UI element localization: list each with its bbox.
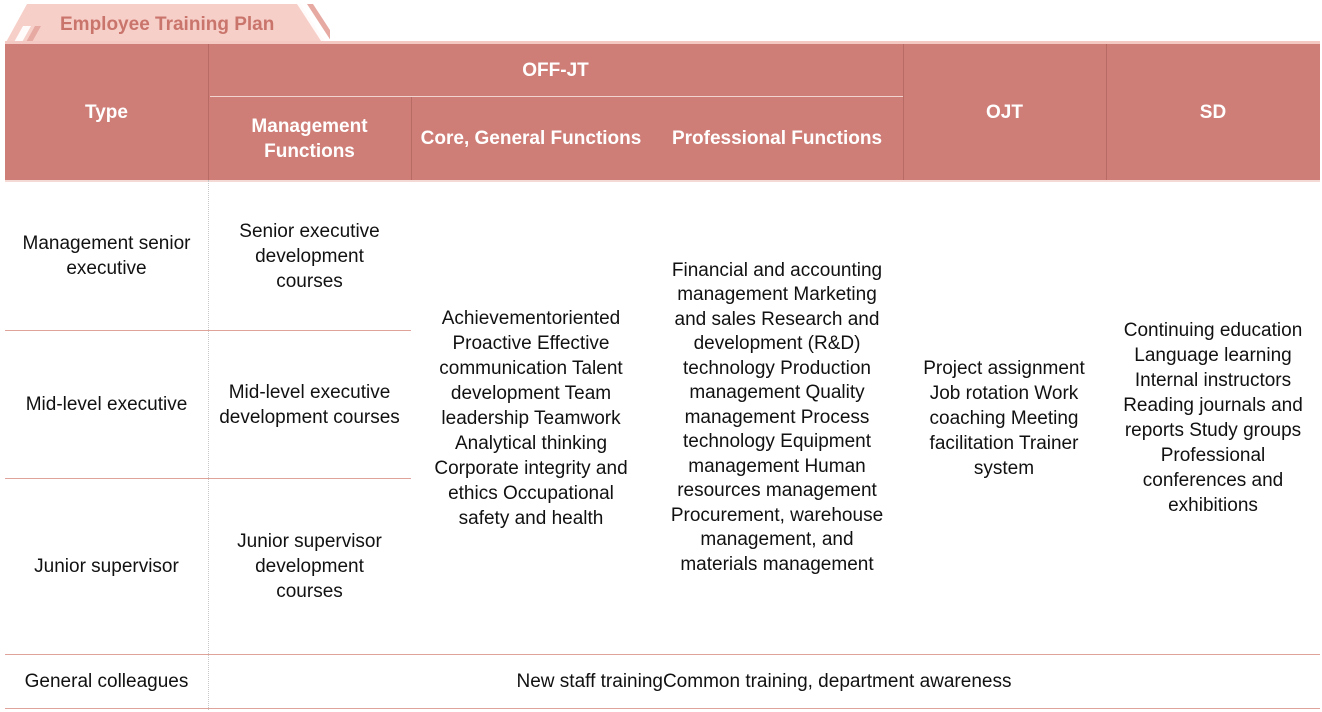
- page-title: Employee Training Plan: [60, 14, 275, 35]
- type-mid: Mid-level executive: [25, 394, 188, 415]
- header-management-functions: Management Functions: [251, 115, 368, 162]
- type-senior: Management senior executive: [22, 233, 191, 279]
- header-type: Type: [85, 101, 128, 123]
- mgmt-senior: Senior executive development courses: [239, 220, 380, 292]
- header-separator: [208, 44, 209, 180]
- row-separator: [5, 330, 411, 331]
- header-core-general: Core, General Functions: [420, 128, 642, 149]
- type-junior: Junior supervisor: [34, 556, 179, 577]
- header-separator: [903, 44, 904, 180]
- header-separator: [1106, 44, 1107, 180]
- header-professional: Professional Functions: [671, 128, 883, 149]
- general-content: New staff trainingCommon training, department awareness: [516, 671, 1012, 692]
- header-ojt: OJT: [986, 101, 1023, 123]
- ojt-content: Project assignment Job rotation Work coaching Meeting facilitation Trainer system: [923, 357, 1085, 479]
- header-separator: [411, 97, 412, 180]
- header-sd: SD: [1199, 101, 1227, 123]
- sd-content: Continuing education Language learning Internal instructors Reading journals and reports Study groups Professional conferences and exhibitions: [1123, 320, 1303, 516]
- mgmt-mid: Mid-level executive development courses: [219, 381, 400, 428]
- table-bottom-rule: [5, 708, 1320, 709]
- core-general-content: Achievementoriented Proactive Effective communication Talent development Team leadership Teamwork Analytical thinking Corporate integrity and ethics Occupational safety and health: [434, 307, 628, 529]
- type-general: General colleagues: [24, 671, 189, 692]
- row-separator: [5, 478, 411, 479]
- table-header: [5, 44, 1320, 180]
- professional-content: Financial and accounting management Marketing and sales Research and development (R&D) technology Production management Quality management Process technology Equipment management Human resources management Procurement, warehouse management, and materials management: [670, 259, 884, 575]
- title-tab: [5, 4, 330, 44]
- mgmt-junior: Junior supervisor development courses: [237, 531, 382, 602]
- header-offjt: OFF-JT: [522, 59, 589, 81]
